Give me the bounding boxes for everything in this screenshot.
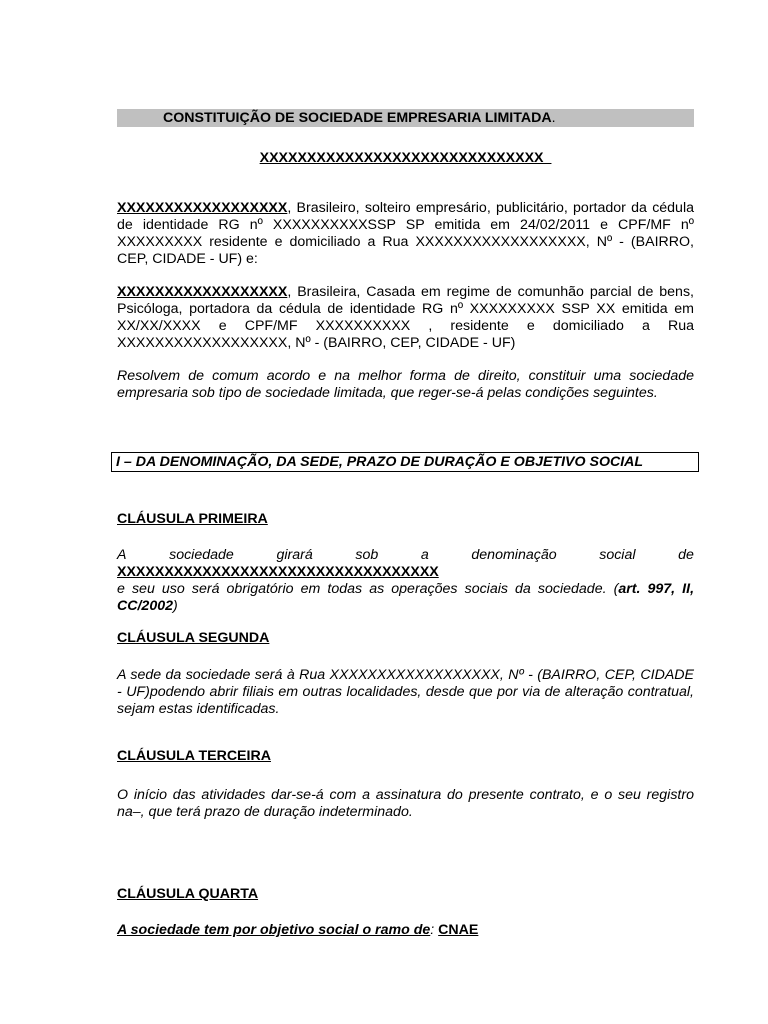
clause1-spread-line: A sociedade girará sob a denominação social de — [117, 547, 694, 563]
section-heading: I – DA DENOMINAÇÃO, DA SEDE, PRAZO DE DURAÇÃO E OBJETIVO SOCIAL — [111, 452, 699, 472]
clause1-heading: CLÁUSULA PRIMEIRA — [117, 511, 268, 527]
clause4-body: A sociedade tem por objetivo social o ramo de: CNAE — [117, 922, 479, 938]
clause3-body: O início das atividades dar-se-á com a assinatura do presente contrato, e o seu registro na–, que terá prazo de duração indeterminado. — [117, 787, 694, 820]
company-name-placeholder: XXXXXXXXXXXXXXXXXXXXXXXXXXXXXX_ — [259, 150, 552, 166]
clause2-body: A sede da sociedade será à Rua XXXXXXXXXXXXXXXXXX, Nº - (BAIRRO, CEP, CIDADE - UF)podendo abrir filiais em outras localidades, desde que por via de alteração contratual, sejam estas identificadas. — [117, 667, 694, 717]
clause1-company-name: XXXXXXXXXXXXXXXXXXXXXXXXXXXXXXXXXX — [117, 564, 439, 580]
clause3-heading: CLÁUSULA TERCEIRA — [117, 748, 271, 764]
partner1-paragraph: XXXXXXXXXXXXXXXXXX, Brasileiro, solteiro empresário, publicitário, portador da cédula de identidade RG nº XXXXXXXXXXSSP SP emitida em 24/02/2011 e CPF/MF nº XXXXXXXXX residente e domiciliado a Rua XXXXXXXXXXXXXXXXXX, Nº - (BAIRRO, CEP, CIDADE - UF) e: — [117, 200, 694, 267]
clause4-heading: CLÁUSULA QUARTA — [117, 886, 259, 902]
clause1-body: A sociedade girará sob a denominação social de XXXXXXXXXXXXXXXXXXXXXXXXXXXXXXXXXX e seu uso será obrigatório em todas as operações sociais da sociedade. (art. 997, II, CC/2002) — [117, 547, 695, 614]
document-title: CONSTITUIÇÃO DE SOCIEDADE EMPRESARIA LIMITADA. — [117, 109, 694, 127]
clause2-heading: CLÁUSULA SEGUNDA — [117, 630, 270, 646]
resolution-paragraph: Resolvem de comum acordo e na melhor forma de direito, constituir uma sociedade empresaria sob tipo de sociedade limitada, que reger-se-á pelas condições seguintes. — [117, 368, 694, 401]
partner2-paragraph: XXXXXXXXXXXXXXXXXX, Brasileira, Casada em regime de comunhão parcial de bens, Psicóloga, portadora da cédula de identidade RG nº XXXXXXXXX SSP XX emitida em XX/XX/XXXX e CPF/MF XXXXXXXXXX , residente e domiciliado a Rua XXXXXXXXXXXXXXXXXX, Nº - (BAIRRO, CEP, CIDADE - UF) — [117, 284, 694, 351]
